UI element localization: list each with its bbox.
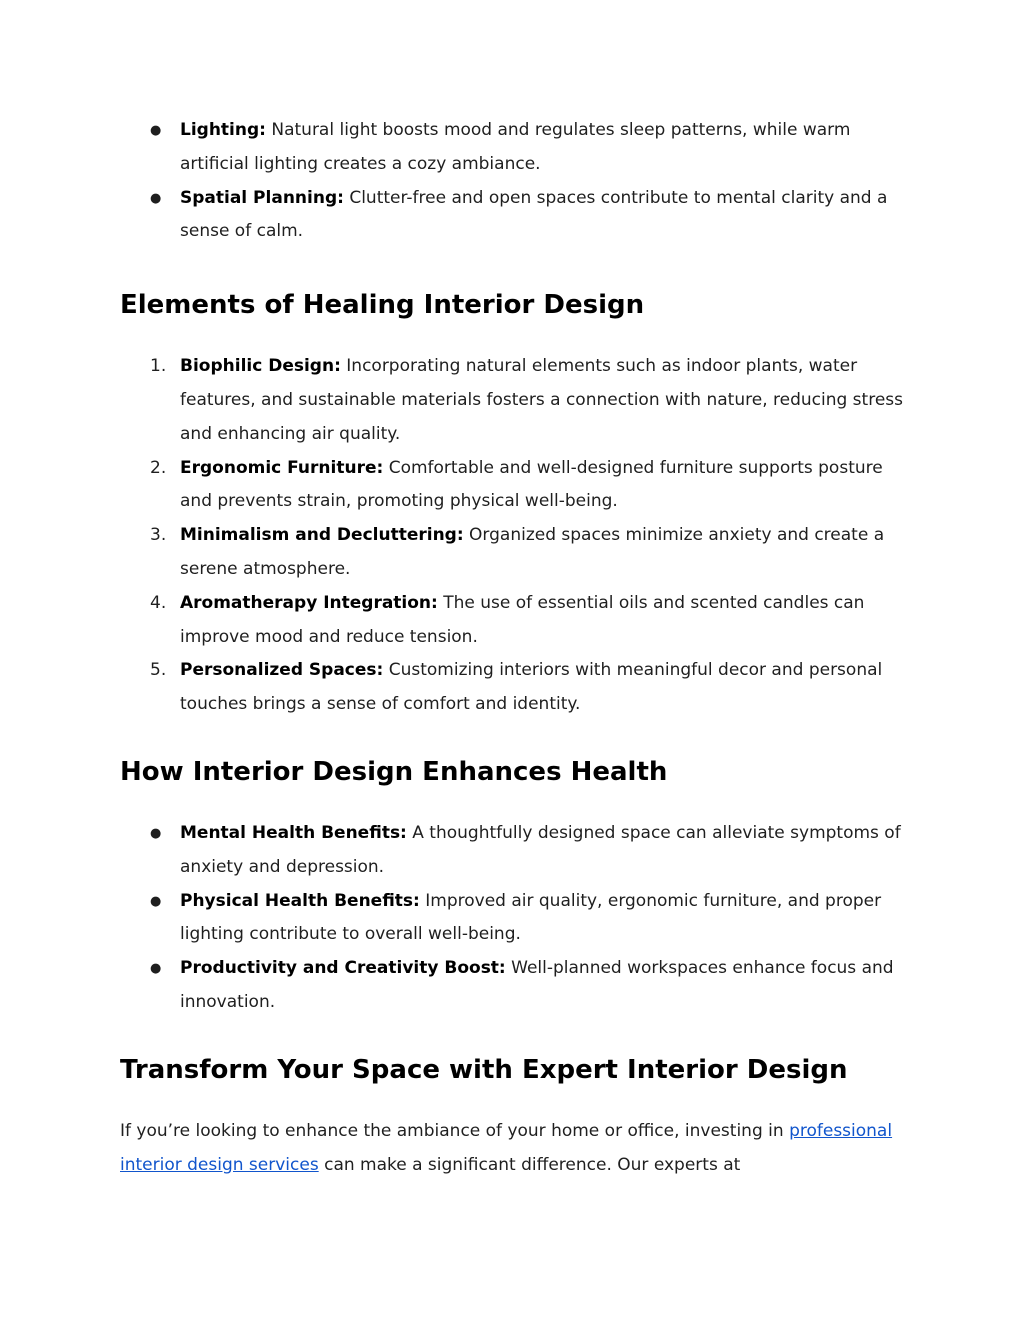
item-term: Personalized Spaces:: [180, 660, 384, 681]
list-number: 3.: [150, 525, 167, 546]
item-text: Comfortable and well-designed furniture supports posture and prevents strain, promoting physical well-being.: [180, 457, 883, 512]
list-item: [120, 952, 910, 1020]
list-item: [120, 519, 910, 587]
bullet-marker: ●: [150, 190, 162, 206]
item-term: Aromatherapy Integration:: [180, 592, 438, 613]
list-item: [120, 885, 910, 953]
section-heading-elements: Elements of Healing Interior Design: [120, 290, 645, 321]
bullet-term: Productivity and Creativity Boost:: [180, 958, 506, 979]
paragraph-text-after: can make a significant difference. Our experts at: [318, 1154, 741, 1175]
health-bullet-list: [120, 817, 910, 1020]
bullet-text: Natural light boosts mood and regulates sleep patterns, while warm artificial lighting creates a cozy ambiance.: [180, 120, 851, 174]
elements-numbered-list: [120, 350, 910, 722]
list-number: 2.: [150, 457, 167, 478]
item-term: Biophilic Design:: [180, 356, 341, 377]
transform-paragraph: [120, 1115, 910, 1183]
item-text: Incorporating natural elements such as indoor plants, water features, and sustainable materials fosters a connection with nature, reducing stress and enhancing air quality.: [180, 356, 903, 444]
bullet-text: Clutter-free and open spaces contribute to mental clarity and a sense of calm.: [180, 187, 888, 242]
item-text: Customizing interiors with meaningful decor and personal touches brings a sense of comfort and identity.: [180, 660, 883, 715]
list-item: [120, 182, 910, 250]
section-heading-health: How Interior Design Enhances Health: [120, 756, 668, 787]
bullet-marker: ●: [150, 893, 162, 909]
intro-bullet-list: [120, 114, 910, 249]
item-term: Minimalism and Decluttering:: [180, 525, 464, 546]
bullet-marker: ●: [150, 123, 162, 138]
professional-services-link[interactable]: professional interior design services: [120, 1120, 893, 1175]
bullet-marker: ●: [150, 825, 162, 841]
list-number: 5.: [150, 660, 167, 681]
bullet-text: Well-planned workspaces enhance focus and innovation.: [180, 958, 894, 1012]
bullet-term: Lighting:: [180, 120, 266, 140]
section-heading-transform: Transform Your Space with Expert Interior Design: [120, 1054, 848, 1085]
list-number: 4.: [150, 592, 167, 613]
bullet-term: Mental Health Benefits:: [180, 822, 407, 843]
bullet-text: Improved air quality, ergonomic furniture, and proper lighting contribute to overall well-being.: [180, 890, 882, 945]
bullet-text: A thoughtfully designed space can alleviate symptoms of anxiety and depression.: [180, 822, 901, 877]
list-item: [120, 587, 910, 655]
bullet-term: Physical Health Benefits:: [180, 890, 420, 911]
list-item: [120, 350, 910, 451]
list-number: 1.: [150, 356, 167, 377]
paragraph-text-before: If you’re looking to enhance the ambiance of your home or office, investing in: [120, 1120, 790, 1141]
list-item: [120, 452, 910, 520]
list-item: [120, 817, 910, 885]
list-item: [120, 654, 910, 722]
bullet-marker: ●: [150, 961, 162, 977]
item-term: Ergonomic Furniture:: [180, 457, 384, 478]
document-page: [120, 114, 910, 1182]
item-text: Organized spaces minimize anxiety and create a serene atmosphere.: [180, 525, 885, 579]
list-item: [120, 114, 910, 182]
bullet-term: Spatial Planning:: [180, 187, 344, 208]
item-text: The use of essential oils and scented candles can improve mood and reduce tension.: [180, 592, 865, 647]
